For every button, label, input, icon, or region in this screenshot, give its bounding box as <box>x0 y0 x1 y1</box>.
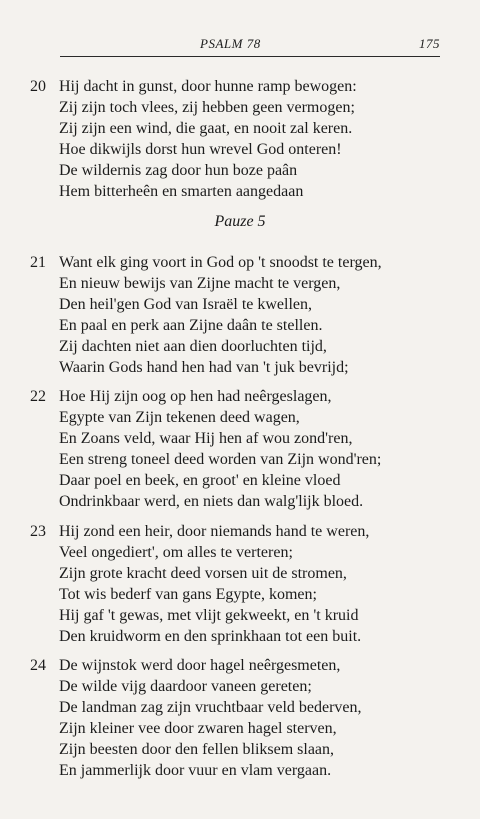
verse-line <box>30 521 450 542</box>
verse-line <box>30 252 450 273</box>
verse-line: Tot wis bederf van gans Egypte, komen; <box>59 586 317 603</box>
running-header <box>60 36 440 57</box>
pause-heading: Pauze 5 <box>214 213 266 230</box>
page-number: 175 <box>419 36 440 51</box>
verse-line <box>30 76 450 97</box>
stanza-23 <box>30 521 450 647</box>
verse-line: Zijn kleiner vee door zwaren hagel sterven, <box>59 720 337 737</box>
verse-line: Veel ongediert', om alles te verteren; <box>59 544 293 561</box>
verse-line: En nieuw bewijs van Zijne macht te vergen, <box>59 275 341 292</box>
verse-line: Een streng toneel deed worden van Zijn wond'ren; <box>59 451 382 468</box>
verse-line: En paal en perk aan Zijne daân te stellen. <box>59 317 323 334</box>
verse-line: Den heil'gen God van Israël te kwellen, <box>59 296 313 313</box>
verse-line <box>30 655 450 676</box>
verse-text: Hoe Hij zijn oog op hen had neêrgeslagen, <box>59 388 332 405</box>
verse-line: Zijn grote kracht deed vorsen uit de stromen, <box>59 565 347 582</box>
verse-line: En Zoans veld, waar Hij hen af wou zond'ren, <box>59 430 353 447</box>
verse-text: Hij dacht in gunst, door hunne ramp bewogen: <box>59 78 357 95</box>
verse-number: 24 <box>30 657 46 674</box>
stanza-22 <box>30 386 450 512</box>
verse-line: Hoe dikwijls dorst hun wrevel God onteren! <box>59 141 342 158</box>
verse-line: Zijn beesten door den fellen bliksem slaan, <box>59 741 335 758</box>
verse-number: 20 <box>30 78 46 95</box>
verse-text: Hij zond een heir, door niemands hand te weren, <box>59 523 370 540</box>
verse-line: De wildernis zag door hun boze paân <box>59 162 298 179</box>
verse-line: Den kruidworm en den sprinkhaan tot een buit. <box>59 628 362 645</box>
verse-line: Daar poel en beek, en groot' en kleine vloed <box>59 472 341 489</box>
verse-line: En jammerlijk door vuur en vlam vergaan. <box>59 762 332 779</box>
verse-line <box>30 386 450 407</box>
stanza-20 <box>30 76 450 202</box>
verse-text: De wijnstok werd door hagel neêrgesmeten, <box>59 657 341 674</box>
stanza-21 <box>30 252 450 378</box>
stanza-24 <box>30 655 450 781</box>
verse-number: 21 <box>30 254 46 271</box>
verse-line: Zij zijn een wind, die gaat, en nooit zal keren. <box>59 120 353 137</box>
verse-line: Egypte van Zijn tekenen deed wagen, <box>59 409 300 426</box>
verse-line: Zij dachten niet aan dien doorluchten tijd, <box>59 338 327 355</box>
verse-line: Ondrinkbaar werd, en niets dan walg'lijk bloed. <box>59 493 364 510</box>
verse-number: 22 <box>30 388 46 405</box>
verse-line: Waarin Gods hand hen had van 't juk bevrijd; <box>59 359 349 376</box>
verse-text: Want elk ging voort in God op 't snoodst te tergen, <box>59 254 382 271</box>
verse-line: Zij zijn toch vlees, zij hebben geen vermogen; <box>59 99 355 116</box>
verse-line: Hem bitterheên en smarten aangedaan <box>59 183 304 200</box>
verse-line: De wilde vijg daardoor vaneen gereten; <box>59 678 312 695</box>
verse-number: 23 <box>30 523 46 540</box>
verse-line: Hij gaf 't gewas, met vlijt gekweekt, en 't kruid <box>59 607 359 624</box>
verse-line: De landman zag zijn vruchtbaar veld bederven, <box>59 699 362 716</box>
psalm-title: PSALM 78 <box>200 36 261 51</box>
